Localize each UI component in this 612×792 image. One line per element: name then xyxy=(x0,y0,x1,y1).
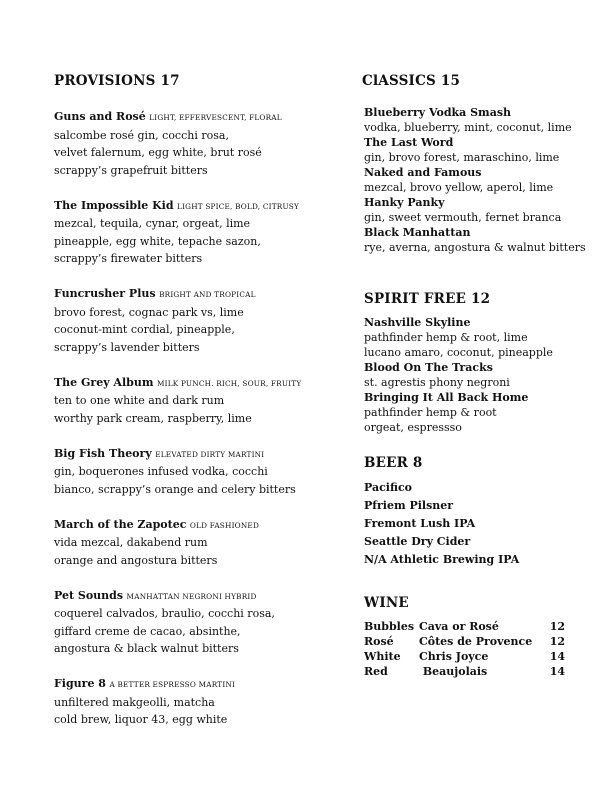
ingredients-line: brovo forest, cognac park vs, lime xyxy=(54,305,244,319)
drink-name: Hanky Panky xyxy=(364,196,445,209)
classics-title: ClASSICS 15 xyxy=(362,73,461,89)
list-item: Seattle Dry Cider xyxy=(364,535,471,548)
drink-note: BRIGHT AND TROPICAL xyxy=(159,290,256,299)
beer-title: BEER 8 xyxy=(364,455,423,471)
menu-item xyxy=(54,445,344,499)
ingredients-line: ten to one white and dark rum xyxy=(54,394,225,407)
drink-name: Guns and Rosé xyxy=(54,110,146,123)
ingredients-line: gin, boquerones infused vodka, cocchi xyxy=(54,465,268,478)
wine-name: Beaujolais xyxy=(419,665,488,678)
wine-price: 14 xyxy=(549,650,565,663)
wine-title: WINE xyxy=(364,595,409,611)
ingredients-line: gin, brovo forest, maraschino, lime xyxy=(364,151,560,164)
menu-item xyxy=(54,675,344,729)
drink-name: March of the Zapotec xyxy=(54,517,187,531)
ingredients-line: coconut-mint cordial, pineapple, xyxy=(54,323,235,336)
wine-type: White xyxy=(364,650,401,663)
wine-price: 12 xyxy=(549,620,565,633)
wine-price: 12 xyxy=(549,635,565,648)
wine-name: Côtes de Provence xyxy=(419,635,533,648)
ingredients-line: gin, sweet vermouth, fernet branca xyxy=(364,211,562,224)
ingredients-line: pathfinder hemp & root xyxy=(364,406,497,419)
menu-item xyxy=(54,108,344,179)
list-item: Fremont Lush IPA xyxy=(364,517,476,530)
ingredients-line: vida mezcal, dakabend rum xyxy=(54,536,208,549)
drink-name: Blood On The Tracks xyxy=(364,361,493,374)
drink-note: MILK PUNCH. RICH, SOUR, FRUITY xyxy=(156,378,302,388)
drink-note: LIGHT, EFFERVESCENT, FLORAL xyxy=(149,113,282,122)
wine-type: Rosé xyxy=(364,635,394,648)
ingredients-line: unfiltered makgeolli, matcha xyxy=(54,695,215,709)
wine-type: Bubbles xyxy=(364,620,415,633)
ingredients-line: worthy park cream, raspberry, lime xyxy=(54,411,252,425)
drink-note: ELEVATED DIRTY MARTINI xyxy=(155,449,265,459)
list-item: Pfriem Pilsner xyxy=(364,499,454,512)
ingredients-line: pineapple, egg white, tepache sazon, xyxy=(54,234,261,248)
ingredients-line: st. agrestis phony negroni xyxy=(364,376,510,389)
drink-note: LIGHT SPICE, BOLD, CITRUSY xyxy=(177,201,300,211)
provisions-title: PROVISIONS 17 xyxy=(54,73,180,89)
drink-name: Big Fish Theory xyxy=(54,446,152,460)
wine-name: Cava or Rosé xyxy=(419,620,499,633)
ingredients-line: coquerel calvados, braulio, cocchi rosa, xyxy=(54,607,275,620)
wine-section xyxy=(364,594,594,679)
spirit-free-section xyxy=(364,290,594,435)
drink-name: The Last Word xyxy=(364,136,454,149)
ingredients-line: lucano amaro, coconut, pineapple xyxy=(364,346,553,359)
drink-name: Pet Sounds xyxy=(54,588,124,602)
wine-name: Chris Joyce xyxy=(419,650,489,663)
ingredients-line: mezcal, tequila, cynar, orgeat, lime xyxy=(54,217,251,230)
wine-type: Red xyxy=(364,665,388,678)
ingredients-line: bianco, scrappy’s orange and celery bitters xyxy=(54,482,296,496)
table-row xyxy=(364,634,594,649)
drink-name: Figure 8 xyxy=(54,677,106,690)
wine-price: 14 xyxy=(549,665,565,678)
list-item: N/A Athletic Brewing IPA xyxy=(364,553,520,566)
provisions-column xyxy=(54,72,344,746)
ingredients-line: vodka, blueberry, mint, coconut, lime xyxy=(364,121,572,134)
ingredients-line: pathfinder hemp & root, lime xyxy=(364,331,528,344)
drink-name: Black Manhattan xyxy=(364,226,471,239)
menu-item xyxy=(54,285,344,356)
ingredients-line: angostura & black walnut bitters xyxy=(54,642,239,655)
drink-name: Naked and Famous xyxy=(364,166,482,179)
ingredients-line: orange and angostura bitters xyxy=(54,553,218,567)
ingredients-line: cold brew, liquor 43, egg white xyxy=(54,713,228,726)
table-row xyxy=(364,664,594,679)
drink-note: OLD FASHIONED xyxy=(189,520,259,530)
classics-section xyxy=(364,72,594,255)
spirit-free-title: SPIRIT FREE 12 xyxy=(364,291,491,307)
drink-name: The Grey Album xyxy=(54,375,154,389)
beer-section xyxy=(364,454,594,569)
drink-name: Funcrusher Plus xyxy=(54,287,156,300)
drink-note: MANHATTAN NEGRONI HYBRID xyxy=(126,591,257,601)
ingredients-line: scrappy’s firewater bitters xyxy=(54,252,203,265)
drink-note: A BETTER ESPRESSO MARTINI xyxy=(109,680,236,689)
ingredients-line: salcombe rosé gin, cocchi rosa, xyxy=(54,128,229,142)
table-row xyxy=(364,619,594,634)
ingredients-line: rye, averna, angostura & walnut bitters xyxy=(364,241,586,254)
drink-name: The Impossible Kid xyxy=(54,198,174,212)
list-item: Pacifico xyxy=(364,481,413,494)
ingredients-line: scrappy’s grapefruit bitters xyxy=(54,163,208,177)
table-row xyxy=(364,649,594,664)
menu-item xyxy=(54,516,344,570)
menu-item xyxy=(54,587,344,658)
drink-name: Bringing It All Back Home xyxy=(364,391,529,404)
menu-item xyxy=(54,374,344,428)
ingredients-line: scrappy’s lavender bitters xyxy=(54,340,200,354)
ingredients-line: giffard creme de cacao, absinthe, xyxy=(54,624,241,638)
ingredients-line: orgeat, espressso xyxy=(364,421,462,434)
drink-name: Blueberry Vodka Smash xyxy=(364,106,512,119)
ingredients-line: velvet falernum, egg white, brut rosé xyxy=(54,146,262,159)
drink-name: Nashville Skyline xyxy=(364,316,471,329)
menu-item xyxy=(54,197,344,268)
ingredients-line: mezcal, brovo yellow, aperol, lime xyxy=(364,181,554,194)
